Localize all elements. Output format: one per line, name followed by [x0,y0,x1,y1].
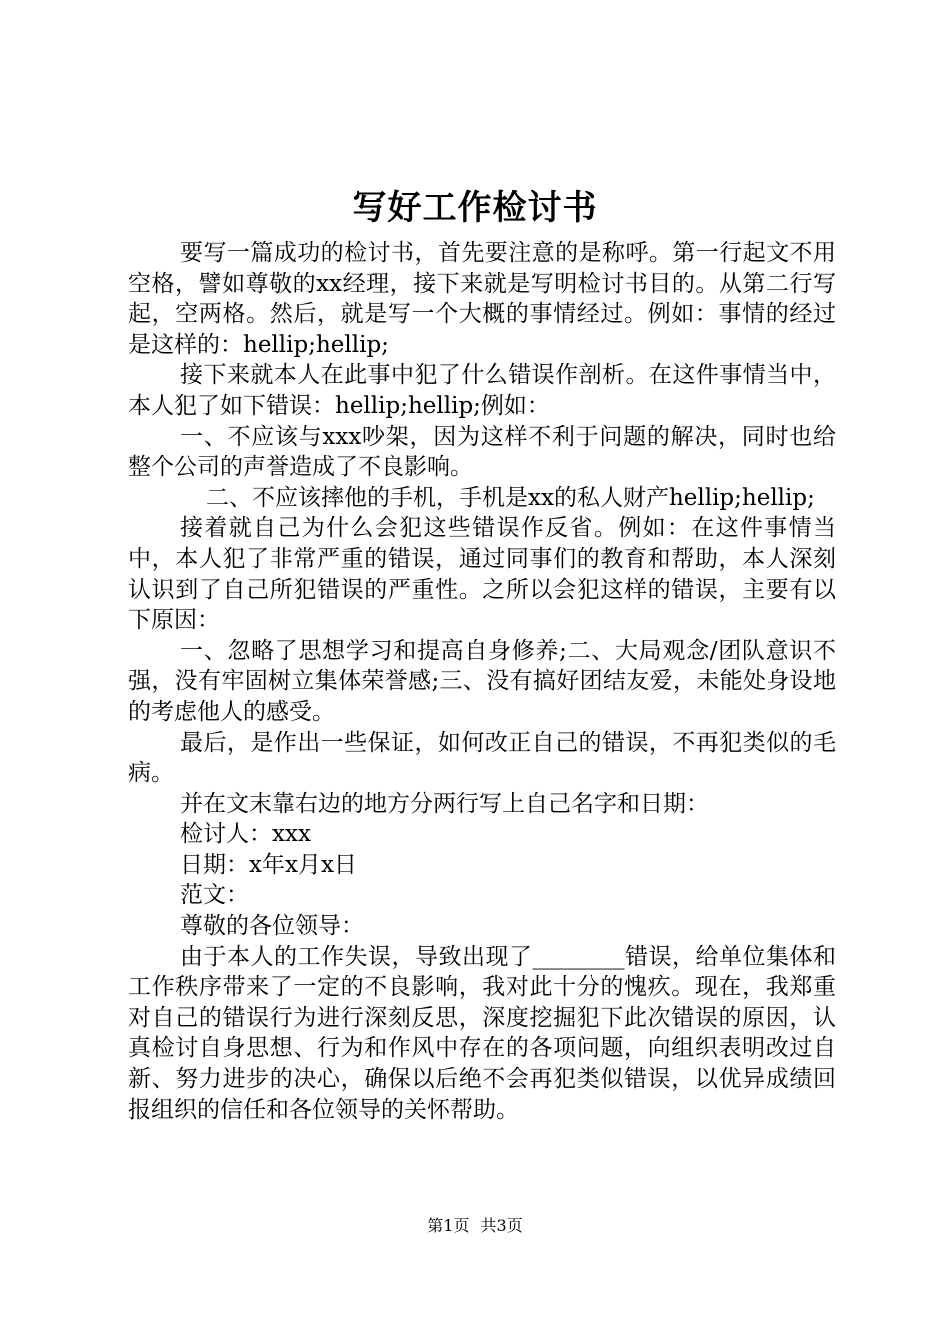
paragraph-signer: 检讨人：xxx [180,821,311,848]
paragraph-reflection: 接着就自己为什么会犯这些错误作反省。例如：在这件事情当中，本人犯了非常严重的错误，通过同事们的教育和帮助，本人深刻认识到了自己所犯错误的严重性。之所以会犯这样的错误，主要有以下原因： [128,515,836,634]
document-body [128,238,836,1125]
paragraph-salutation: 尊敬的各位领导： [180,913,364,940]
paragraph-intro: 要写一篇成功的检讨书，首先要注意的是称呼。第一行起文不用空格，譬如尊敬的xx经理，接下来就是写明检讨书目的。从第二行写起，空两格。然后，就是写一个大概的事情经过。例如：事情的经过是这样的：hellip;hellip; [128,240,836,358]
paragraph-sample-label: 范文： [180,882,249,909]
paragraph-signature-note: 并在文末靠右边的地方分两行写上自己名字和日期： [180,790,709,817]
paragraph-date: 日期：x年x月x日 [180,851,357,878]
paragraph-guarantee: 最后，是作出一些保证，如何改正自己的错误，不再犯类似的毛病。 [128,729,836,787]
page-footer [0,1216,950,1236]
paragraph-error-one: 一、不应该与xxx吵架，因为这样不利于问题的解决，同时也给整个公司的声誉造成了不良影响。 [128,423,836,481]
page-total: 共3页 [480,1216,523,1235]
paragraph-reasons: 一、忽略了思想学习和提高自身修养;二、大局观念/团队意识不强，没有牢固树立集体荣誉感;三、没有搞好团结友爱，未能处身设地的考虑他人的感受。 [128,637,836,725]
document-title: 写好工作检讨书 [352,188,598,228]
paragraph-analysis: 接下来就本人在此事中犯了什么错误作剖析。在这件事情当中，本人犯了如下错误：hellip;hellip;例如： [128,362,836,419]
page-number: 第1页 [427,1216,470,1235]
paragraph-sample-body: 由于本人的工作失误，导致出现了________错误，给单位集体和工作秩序带来了一定的不良影响，我对此十分的愧疚。现在，我郑重对自己的错误行为进行深刻反思，深度挖掘犯下此次错误的原因，认真检讨自身思想、行为和作风中存在的各项问题，向组织表明改过自新、努力进步的决心，确保以后绝不会再犯类似错误，以优异成绩回报组织的信任和各位领导的关怀帮助。 [128,943,836,1123]
paragraph-error-two: 二、不应该摔他的手机，手机是xx的私人财产hellip;hellip; [206,484,815,511]
